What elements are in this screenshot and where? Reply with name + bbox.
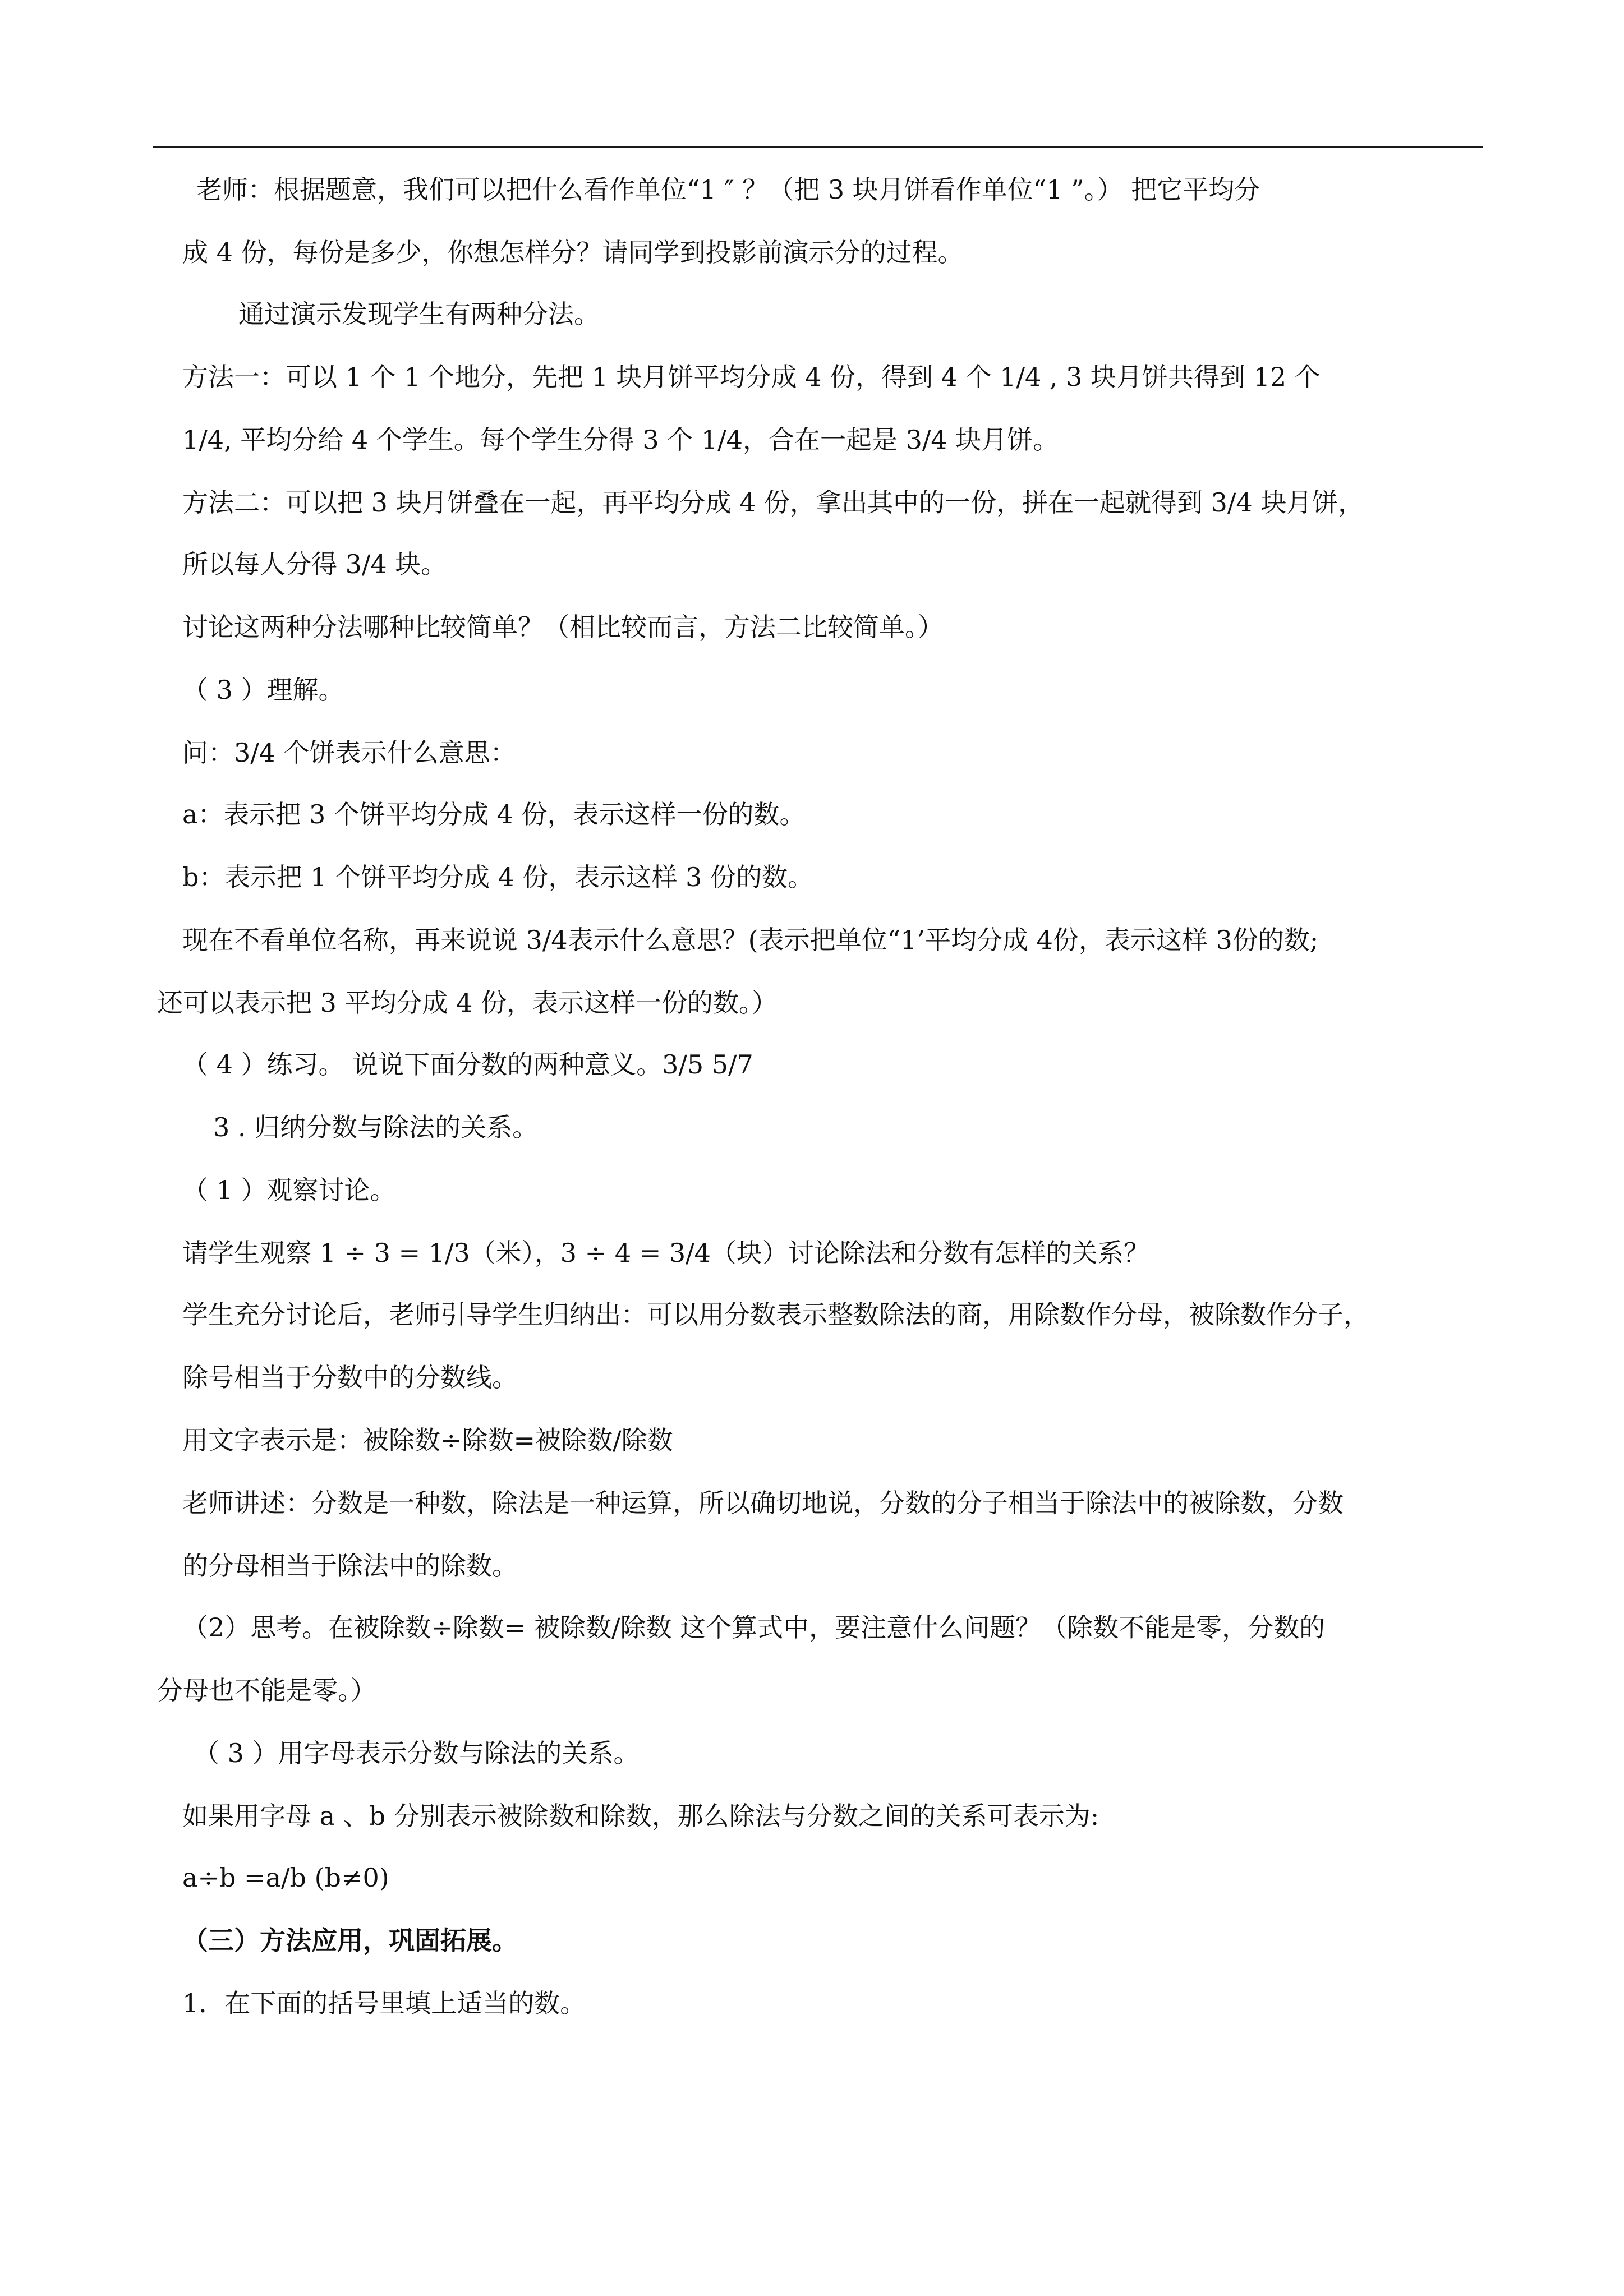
text-line-28: a÷b =a/b (b≠0) xyxy=(182,1862,389,1893)
text-line-24: （2）思考。在被除数÷除数= 被除数/除数 这个算式中，要注意什么问题？（除数不能是零，分数的 xyxy=(182,1612,1326,1643)
text-line-10: 问：3/4 个饼表示什么意思： xyxy=(182,737,516,768)
text-line-5: 1/4, 平均分给 4 个学生。每个学生分得 3 个 1/4，合在一起是 3/4 块月饼。 xyxy=(182,425,1059,455)
text-line-15: （ 4 ）练习。 说说下面分数的两种意义。3/5 5/7 xyxy=(182,1049,753,1080)
text-line-1: 老师：根据题意，我们可以把什么看作单位“1 ″ ？（把 3 块月饼看作单位“1 ”。） 把它平均分 xyxy=(196,174,1260,205)
text-line-30: 1．在下面的括号里填上适当的数。 xyxy=(182,1988,586,2018)
header-rule xyxy=(153,146,1483,148)
text-line-27: 如果用字母 a 、b 分别表示被除数和除数，那么除法与分数之间的关系可表示为: xyxy=(182,1801,1099,1831)
text-line-8: 讨论这两种分法哪种比较简单？（相比较而言，方法二比较简单。） xyxy=(182,612,944,642)
text-line-7: 所以每人分得 3/4 块。 xyxy=(182,549,447,579)
text-line-9: （ 3 ）理解。 xyxy=(182,675,344,705)
text-line-22: 老师讲述：分数是一种数，除法是一种运算，所以确切地说，分数的分子相当于除法中的被除数，分数 xyxy=(182,1488,1344,1518)
text-line-17: （ 1 ）观察讨论。 xyxy=(182,1175,396,1205)
text-line-16: 3 . 归纳分数与除法的关系。 xyxy=(213,1112,539,1142)
text-line-13: 现在不看单位名称，再来说说 3/4表示什么意思？(表示把单位“1’平均分成 4份，表示这样 3份的数; xyxy=(182,925,1319,955)
text-line-18: 请学生观察 1 ÷ 3 = 1/3（米），3 ÷ 4 = 3/4（块）讨论除法和分数有怎样的关系？ xyxy=(182,1238,1149,1268)
text-line-6: 方法二：可以把 3 块月饼叠在一起，再平均分成 4 份，拿出其中的一份，拼在一起就得到 3/4 块月饼， xyxy=(182,487,1364,518)
text-line-2: 成 4 份，每份是多少，你想怎样分？请同学到投影前演示分的过程。 xyxy=(182,237,964,268)
text-line-11: a：表示把 3 个饼平均分成 4 份，表示这样一份的数。 xyxy=(182,799,806,829)
text-line-26: （ 3 ）用字母表示分数与除法的关系。 xyxy=(194,1738,640,1768)
text-line-3: 通过演示发现学生有两种分法。 xyxy=(238,299,600,329)
text-line-20: 除号相当于分数中的分数线。 xyxy=(182,1362,518,1393)
text-line-12: b：表示把 1 个饼平均分成 4 份，表示这样 3 份的数。 xyxy=(182,862,813,892)
text-line-23: 的分母相当于除法中的除数。 xyxy=(182,1551,518,1581)
text-line-4: 方法一：可以 1 个 1 个地分，先把 1 块月饼平均分成 4 份，得到 4 个 1/4 , 3 块月饼共得到 12 个 xyxy=(182,362,1321,392)
text-line-21: 用文字表示是：被除数÷除数=被除数/除数 xyxy=(182,1425,673,1455)
text-line-14: 还可以表示把 3 平均分成 4 份，表示这样一份的数。） xyxy=(157,988,778,1018)
text-line-25: 分母也不能是零。） xyxy=(157,1675,376,1705)
section-heading: （三）方法应用，巩固拓展。 xyxy=(182,1925,518,1956)
text-line-19: 学生充分讨论后，老师引导学生归纳出：可以用分数表示整数除法的商，用除数作分母，被除数作分子， xyxy=(182,1299,1369,1330)
